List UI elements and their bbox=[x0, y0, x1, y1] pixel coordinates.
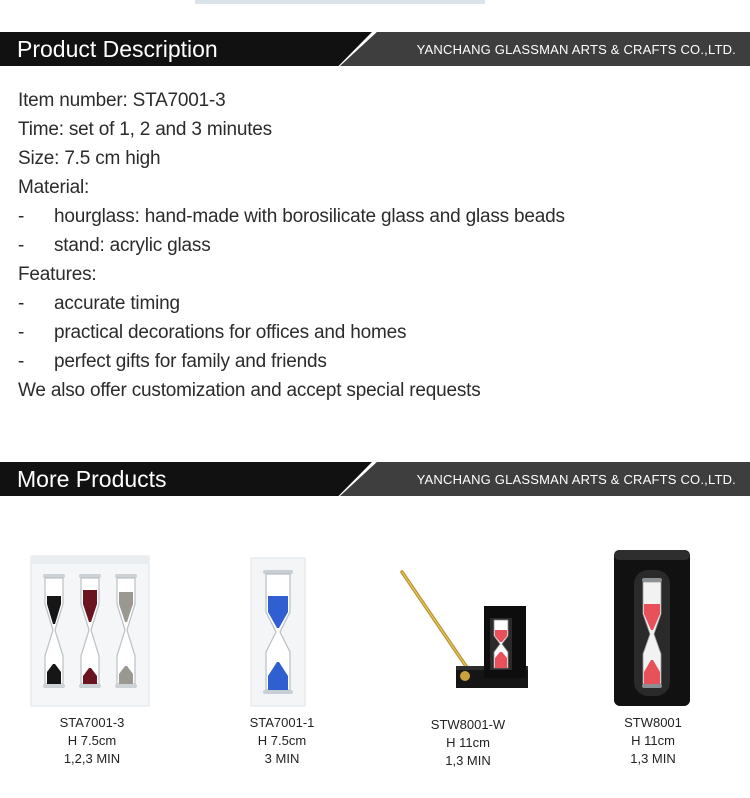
time-spec: Time: set of 1, 2 and 3 minutes bbox=[18, 119, 272, 140]
product-code: STA7001-3 bbox=[59, 715, 125, 730]
product-code: STW8001-W bbox=[430, 717, 506, 732]
product-height: H 7.5cm bbox=[67, 733, 117, 748]
list-item: - perfect gifts for family and friends bbox=[18, 351, 327, 372]
product-code: STW8001 bbox=[624, 715, 682, 730]
size-spec: Size: 7.5 cm high bbox=[18, 148, 161, 169]
product-time: 1,3 MIN bbox=[630, 751, 676, 766]
product-card-stw8001-w[interactable] bbox=[406, 716, 530, 770]
list-item: - accurate timing bbox=[18, 293, 180, 314]
list-item: - hourglass: hand-made with borosilicate glass and glass beads bbox=[18, 206, 565, 227]
closing-note: We also offer customization and accept special requests bbox=[18, 380, 481, 401]
features-heading: Features: bbox=[18, 264, 97, 285]
banner-more-products bbox=[0, 462, 750, 496]
product-description bbox=[18, 86, 738, 405]
product-height: H 11cm bbox=[631, 733, 675, 748]
company-name: YANCHANG GLASSMAN ARTS & CRAFTS CO.,LTD. bbox=[416, 472, 736, 487]
material-heading: Material: bbox=[18, 177, 90, 198]
item-number: Item number: STA7001-3 bbox=[18, 90, 226, 111]
product-height: H 11cm bbox=[446, 735, 490, 750]
product-time: 1,2,3 MIN bbox=[63, 751, 121, 766]
banner-product-description bbox=[0, 32, 750, 66]
product-image-stw8001[interactable] bbox=[610, 548, 696, 710]
product-time: 1,3 MIN bbox=[445, 753, 491, 768]
product-card-sta7001-1[interactable] bbox=[220, 714, 344, 768]
product-card-sta7001-3[interactable] bbox=[30, 714, 154, 768]
section-title: More Products bbox=[17, 466, 167, 492]
product-image-sta7001-3[interactable] bbox=[28, 552, 152, 710]
product-card-stw8001[interactable] bbox=[591, 714, 715, 768]
list-item: - stand: acrylic glass bbox=[18, 235, 211, 256]
list-item: - practical decorations for offices and homes bbox=[18, 322, 407, 343]
top-divider bbox=[195, 0, 485, 4]
company-name: YANCHANG GLASSMAN ARTS & CRAFTS CO.,LTD. bbox=[416, 42, 736, 57]
section-title: Product Description bbox=[17, 36, 218, 62]
product-code: STA7001-1 bbox=[249, 715, 315, 730]
product-height: H 7.5cm bbox=[257, 733, 307, 748]
product-image-stw8001-w[interactable] bbox=[398, 566, 538, 694]
product-image-sta7001-1[interactable] bbox=[245, 556, 311, 708]
product-time: 3 MIN bbox=[264, 751, 300, 766]
